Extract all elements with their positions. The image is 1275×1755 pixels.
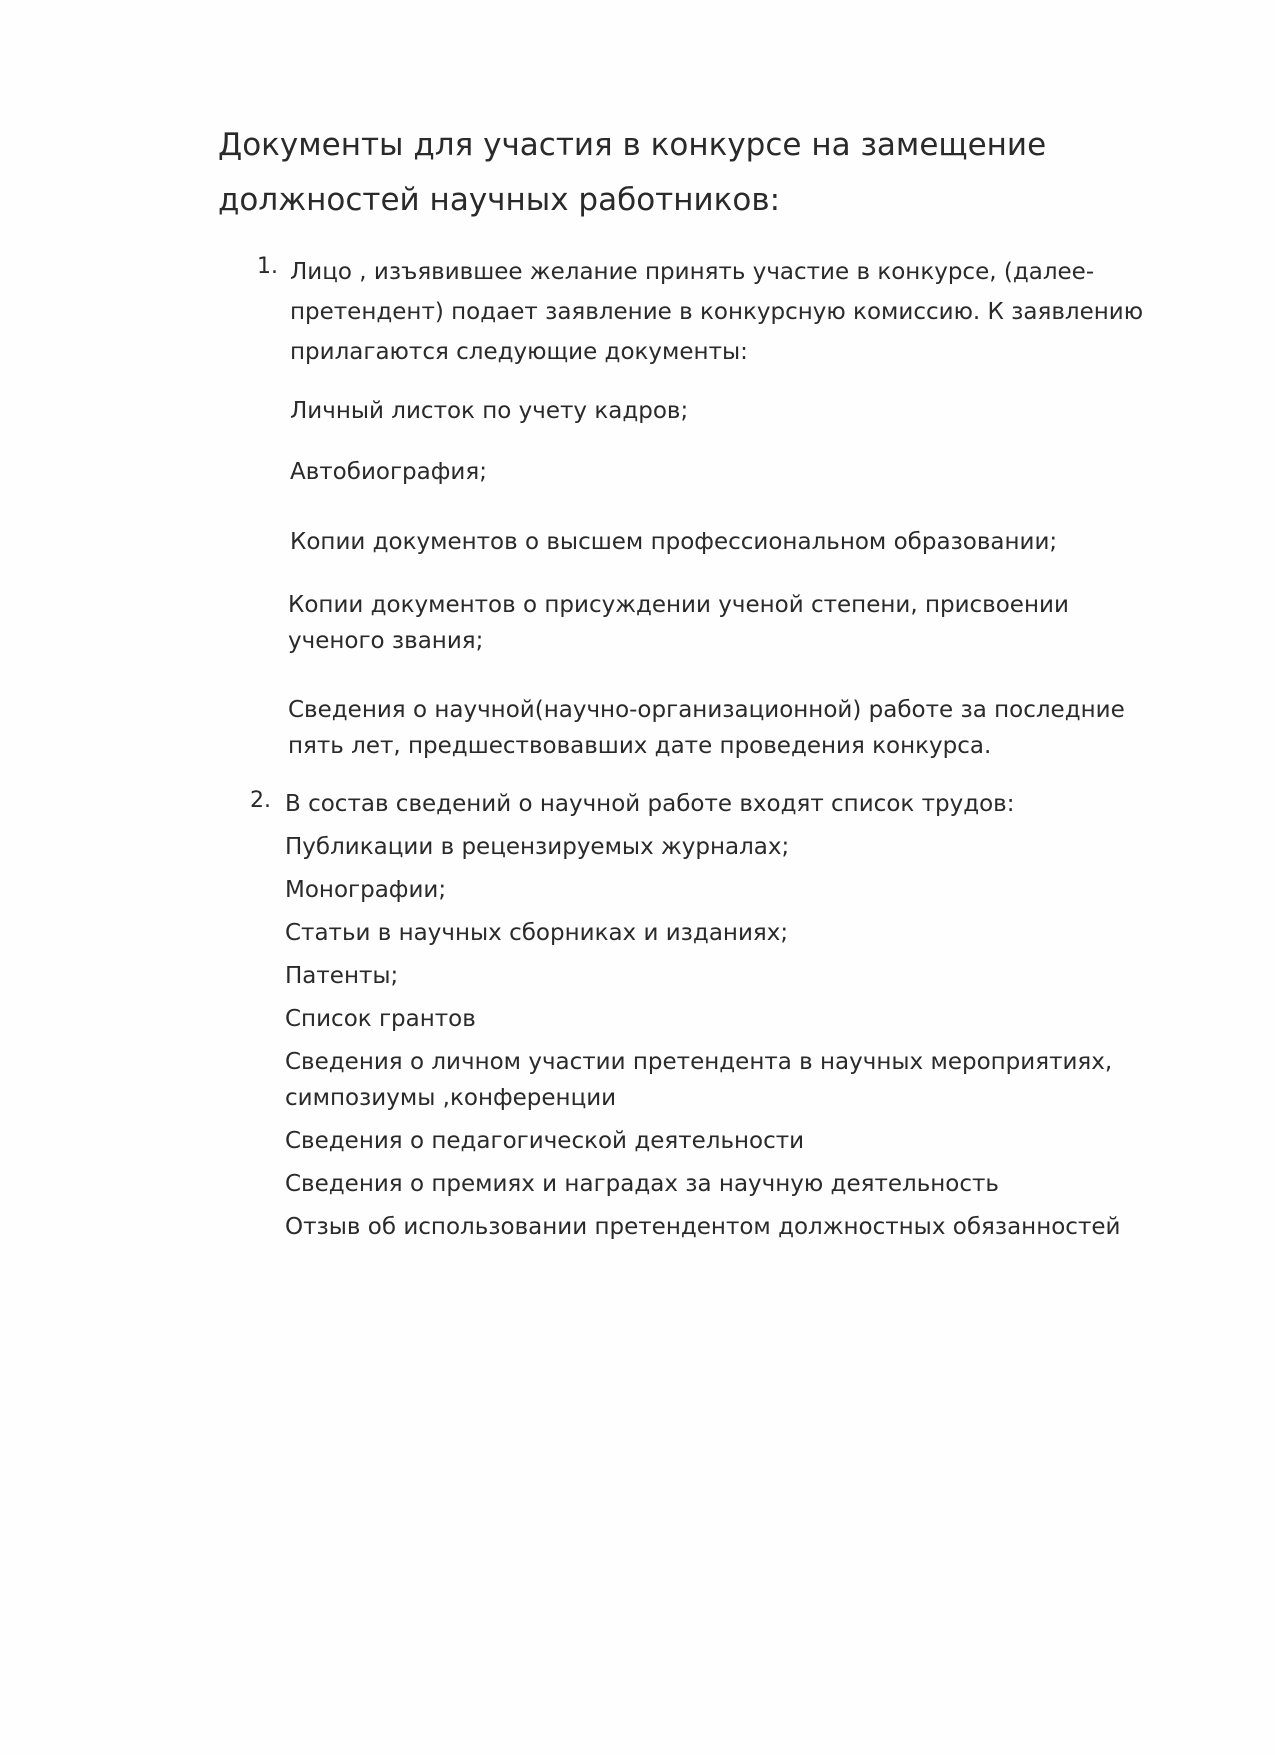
- required-document-item: [290, 393, 688, 429]
- list-item: Публикации в рецензируемых журналах;: [285, 834, 790, 860]
- item-line: Копии документов о присуждении ученой степени, присвоении: [288, 592, 1069, 618]
- section-number: 1.: [257, 254, 278, 279]
- title-line: должностей научных работников:: [218, 182, 781, 218]
- item-line: Сведения о личном участии претендента в научных мероприятиях,: [285, 1049, 1113, 1075]
- list-item: Сведения о премиях и наградах за научную деятельность: [285, 1171, 999, 1197]
- list-item: Сведения о педагогической деятельности: [285, 1128, 805, 1154]
- item-line: Автобиография;: [290, 459, 487, 485]
- list-item: [285, 1044, 1185, 1116]
- section-number: 2.: [250, 788, 271, 813]
- intro-line: претендент) подает заявление в конкурсную комиссию. К заявлению: [290, 299, 1144, 325]
- required-document-item: [288, 692, 1125, 764]
- intro-line: Лицо , изъявившее желание принять участие в конкурсе, (далее-: [290, 259, 1095, 285]
- title-line: Документы для участия в конкурсе на замещение: [218, 127, 1047, 163]
- section-intro: [290, 252, 1170, 372]
- list-item: Монографии;: [285, 877, 447, 903]
- works-list: [285, 786, 1185, 1245]
- required-document-item: [290, 524, 1057, 560]
- item-line: Сведения о научной(научно-организационной) работе за последние: [288, 697, 1125, 723]
- list-item: Статьи в научных сборниках и изданиях;: [285, 920, 789, 946]
- item-line: Личный листок по учету кадров;: [290, 398, 689, 424]
- item-line: ученого звания;: [288, 628, 484, 654]
- item-line: пять лет, предшествовавших дате проведения конкурса.: [288, 733, 992, 759]
- list-item: Список грантов: [285, 1006, 476, 1032]
- list-item: Патенты;: [285, 963, 399, 989]
- list-item: Отзыв об использовании претендентом должностных обязанностей: [285, 1214, 1121, 1240]
- item-line: Копии документов о высшем профессиональном образовании;: [290, 529, 1058, 555]
- required-document-item: [290, 454, 487, 490]
- section-heading: В состав сведений о научной работе входят список трудов:: [285, 791, 1015, 817]
- item-line: симпозиумы ,конференции: [285, 1085, 617, 1111]
- intro-line: прилагаются следующие документы:: [290, 339, 748, 365]
- page-title: [218, 118, 1118, 228]
- required-document-item: [288, 587, 1069, 659]
